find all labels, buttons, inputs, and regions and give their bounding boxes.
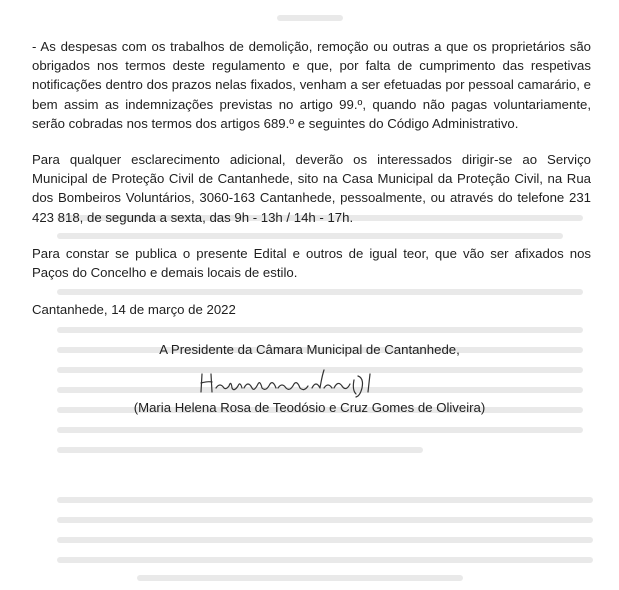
paragraph-contact-info: Para qualquer esclarecimento adicional, deverão os interessados dirigir-se ao Serviço Municipal de Proteção Civil de Cantanhede, sito na Casa Municipal da Proteção Civil, na Rua dos Bombeiros Voluntários, 3060-163 Cantanhede, pessoalmente, ou através do telefone 231 423 818, de segunda a sexta, das 9h - 13h / 14h - 17h. xyxy=(32,152,591,225)
signatory-title: A Presidente da Câmara Municipal de Cantanhede, xyxy=(159,342,460,357)
handwritten-signature xyxy=(196,366,386,398)
date-line: Cantanhede, 14 de março de 2022 xyxy=(32,302,236,317)
signatory-name: (Maria Helena Rosa de Teodósio e Cruz Gomes de Oliveira) xyxy=(133,400,486,415)
paragraph-publication: Para constar se publica o presente Edital e outros de igual teor, que vão ser afixados nos Paços do Concelho e demais locais de estilo. xyxy=(32,246,591,281)
paragraph-expenses: - As despesas com os trabalhos de demolição, remoção ou outras a que os proprietários são obrigados nos termos deste regulamento e que, por falta de cumprimento das respetivas notificações dentro dos prazos nelas fixados, venham a ser efetuadas por pessoal camarário, e bem assim as indemnizações previstas no artigo 99.º, quando não pagas voluntariamente, serão cobradas nos termos dos artigos 689.º e seguintes do Código Administrativo. xyxy=(32,39,591,131)
